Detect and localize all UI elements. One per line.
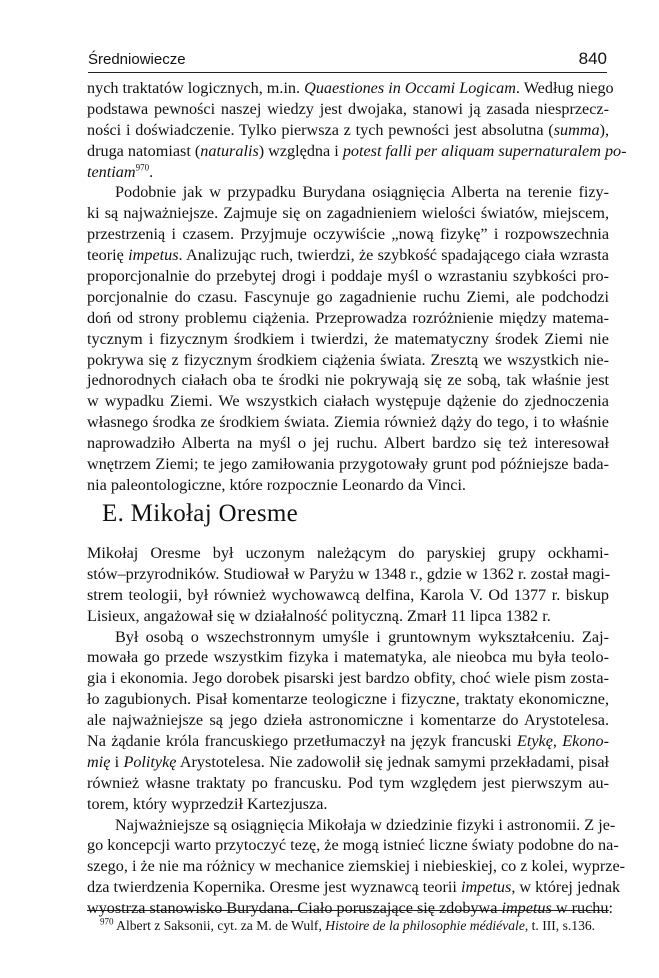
text-line: tycznym i fizycznym środkiem i twierdzi, że matematyczny środek Ziemi nie [87, 329, 609, 348]
text-line: nia paleontologiczne, które rozpocznie Leonardo da Vinci. [87, 475, 466, 494]
text-line: tentiam$^{970}$. [87, 162, 154, 181]
section-title: Średniowiecze [88, 51, 186, 68]
text-line: gia i ekonomia. Jego dorobek pisarski jest bardzo obfity, choć wiele pism zosta- [87, 669, 609, 688]
text-line: torem, który wyprzedził Kartezjusza. [87, 794, 328, 813]
text-line: wnętrzem Ziemi; te jego zamiłowania przygotowały grunt pod późniejsze bada- [87, 455, 609, 474]
footnote: $^{970}$ Albert z Saksonii, cyt. za M. de Wulf, Histoire de la philosophie médiévale, t. III, s.136. [100, 916, 596, 933]
text-line: przestrzenią i czasem. Przyjmuje oczywiście „nową fizykę” i rozpowszechnia [87, 225, 609, 244]
text-line: podstawa pewności naszej wiedzy jest dwojaka, stanowi ją zasada niesprzecz- [87, 99, 609, 118]
text-line: ności i doświadczenie. Tylko pierwsza z tych pewności jest absolutna (summa), [87, 120, 609, 139]
text-line: pokrywa się z fizycznym środkiem ciążenia świata. Zresztą we wszystkich nie- [87, 350, 609, 369]
text-line: teorię impetus. Analizując ruch, twierdzi, że szybkość spadającego ciała wzrasta [87, 246, 609, 265]
text-line: ło zagubionych. Pisał komentarze teologiczne i fizyczne, traktaty ekonomiczne, [87, 690, 609, 709]
text-line: druga natomiast (naturalis) względna i potest falli per aliquam supernaturalem po- [87, 141, 627, 160]
page-number: 840 [578, 49, 607, 68]
text-line: Na żądanie króla francuskiego przetłumaczył na język francuski Etykę, Ekono- [87, 732, 610, 751]
text-line: Podobnie jak w przypadku Burydana osiągnięcia Alberta na terenie fizy- [115, 183, 609, 202]
body-text-bottom [87, 543, 626, 919]
text-line: mowała go przede wszystkim fizyka i matematyka, ale nieobca mu była teolo- [87, 648, 609, 667]
text-line: Lisieux, angażował się w działalność polityczną. Zmarł 11 lipca 1382 r. [87, 606, 551, 625]
text-line: stów–przyrodników. Studiował w Paryżu w 1348 r., gdzie w 1362 r. został magi- [87, 564, 611, 583]
text-line: go koncepcji warto przytoczyć tezę, że mogą istnieć liczne światy podobne do na- [87, 836, 619, 855]
text-line: własnego środka ze środkiem świata. Ziemia również dąży do tego, i to właśnie [87, 413, 609, 432]
text-line: ki są najważniejsze. Zajmuje się on zagadnieniem wielości światów, miejscem, [87, 204, 609, 223]
text-line: doń od strony problemu ciążenia. Przeprowadza rozróżnienie między matema- [87, 308, 609, 327]
text-line: w wypadku Ziemi. We wszystkich ciałach występuje dążenie do zjednoczenia [87, 392, 609, 411]
text-line: Był osobą o wszechstronnym umyśle i gruntownym wykształceniu. Zaj- [115, 627, 609, 646]
text-line: mię i Politykę Arystotelesa. Nie zadowolił się jednak samymi przekładami, pisał [87, 752, 609, 771]
text-line: również własne traktaty po francusku. Pod tym względem jest pierwszym au- [87, 773, 609, 792]
text-line: wyostrza stanowisko Burydana. Ciało poruszające się zdobywa impetus w ruchu: [87, 899, 613, 918]
text-line: strem teologii, był również wychowawcą delfina, Karola V. Od 1377 r. biskup [87, 585, 609, 604]
text-line: ale najważniejsze są jego dzieła astronomiczne i komentarze do Arystotelesa. [87, 711, 609, 730]
text-line: jednorodnych ciałach oba te środki nie pokrywają się ze sobą, tak właśnie jest [87, 371, 609, 390]
section-heading: E. Mikołaj Oresme [102, 500, 299, 527]
text-line: porcjonalnie do czasu. Fascynuje go zagadnienie ruchu Ziemi, ale podchodzi [87, 287, 609, 306]
text-line: proporcjonalnie do przebytej drogi i poddaje myśl o wzrastaniu szybkości pro- [87, 267, 609, 286]
text-line: Najważniejsze są osiągnięcia Mikołaja w dziedzinie fizyki i astronomii. Z je- [115, 815, 616, 834]
text-line: naprowadziło Alberta na myśl o jej ruchu. Albert bardzo się też interesował [87, 434, 609, 453]
body-text-top [87, 78, 627, 496]
text-line: dza twierdzenia Kopernika. Oresme jest wyznawcą teorii impetus, w której jednak [87, 878, 621, 897]
text-line: szego, i że nie ma różnicy w mechanice ziemskiej i niebieskiej, co z kolei, wyprze- [87, 857, 626, 876]
text-line: nych traktatów logicznych, m.in. Quaestiones in Occami Logicam. Według niego [87, 79, 614, 97]
running-head [88, 46, 607, 73]
text-line: Mikołaj Oresme był uczonym należącym do paryskiej grupy ockhami- [87, 544, 609, 562]
footnote-rule [87, 910, 609, 911]
